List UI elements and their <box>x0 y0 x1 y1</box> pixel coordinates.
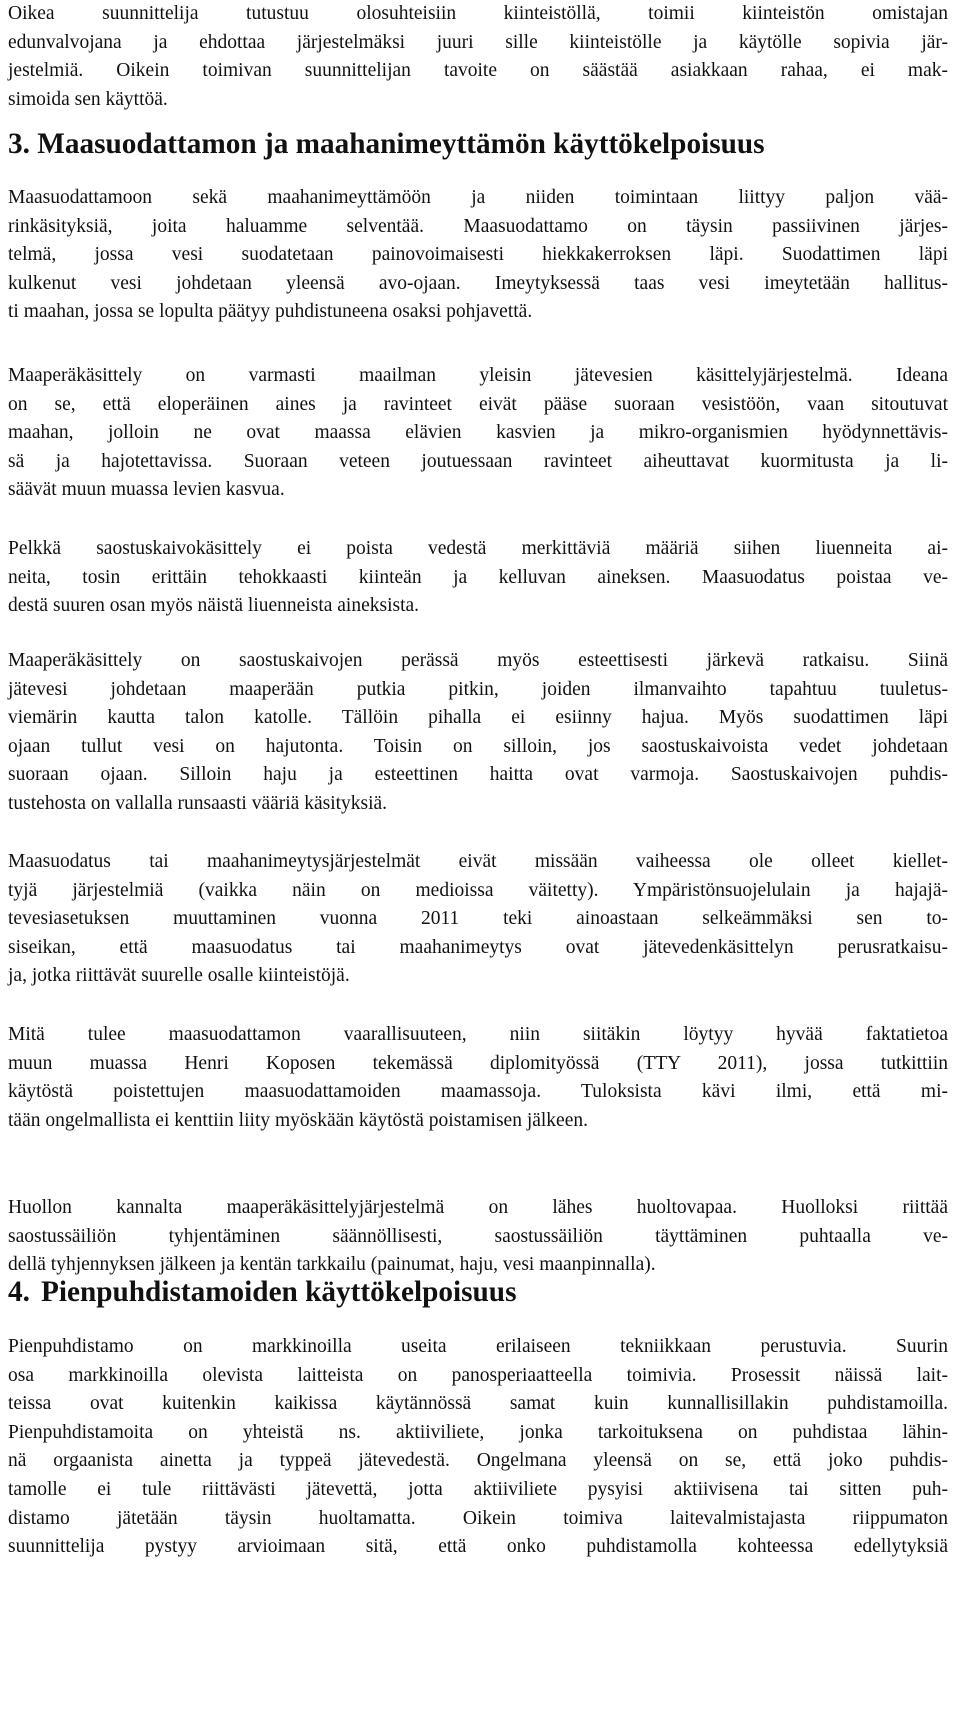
text-line: rinkäsityksiä, joita haluamme selventää. Maasuodattamo on täysin passiivinen järjes- <box>8 215 948 237</box>
section-number: 4. <box>8 1276 30 1308</box>
text-line: teissa ovat kuitenkin kaikissa käytännössä samat kuin kunnallisillakin puhdistamoilla. <box>8 1393 948 1415</box>
text-line: jätevesi johdetaan maaperään putkia pitkin, joiden ilmanvaihto tapahtuu tuuletus- <box>8 678 948 700</box>
body-paragraph <box>8 647 948 819</box>
text-line: sä ja hajotettavissa. Suoraan veteen joutuessaan ravinteet aiheuttavat kuormitusta ja li- <box>8 450 948 472</box>
text-line: Maaperäkäsittely on varmasti maailman yleisin jätevesien käsittelyjärjestelmä. Ideana <box>8 365 948 386</box>
text-line: edunvalvojana ja ehdottaa järjestelmäksi juuri sille kiinteistölle ja käytölle sopivia jär- <box>8 31 948 53</box>
text-line: Mitä tulee maasuodattamon vaarallisuuteen, niin siitäkin löytyy hyvää faktatietoa <box>8 1024 948 1045</box>
text-line: tyjä järjestelmiä (vaikka näin on medioissa väitetty). Ympäristönsuojelulain ja hajajä- <box>8 879 948 901</box>
text-line: kulkenut vesi johdetaan yleensä avo-ojaan. Imeytyksessä taas vesi imeytetään hallitus- <box>8 272 948 294</box>
intro-paragraph <box>8 0 948 114</box>
text-line: Huollon kannalta maaperäkäsittelyjärjestelmä on lähes huoltovapaa. Huolloksi riittää <box>8 1197 948 1218</box>
text-line: tään ongelmallista ei kenttiin liity myöskään käytöstä poistamisen jälkeen. <box>8 1109 588 1131</box>
body-paragraph <box>8 535 948 621</box>
text-line: Pelkkä saostuskaivokäsittely ei poista vedestä merkittäviä määriä siihen liuenneita ai- <box>8 538 948 559</box>
text-line: on se, että eloperäinen aines ja ravinteet eivät pääse suoraan vesistöön, vaan sitoutuvat <box>8 393 948 415</box>
text-line: osa markkinoilla olevista laitteista on panosperiaatteella toimivia. Prosessit näissä lait- <box>8 1364 948 1386</box>
text-line: Maasuodatus tai maahanimeytysjärjestelmät eivät missään vaiheessa ole olleet kiellet- <box>8 851 948 872</box>
text-line: Maaperäkäsittely on saostuskaivojen perässä myös esteettisesti järkevä ratkaisu. Siinä <box>8 650 948 671</box>
body-paragraph <box>8 1021 948 1135</box>
text-line: nä orgaanista ainetta ja typpeä jätevedestä. Ongelmana yleensä on se, että joko puhdis- <box>8 1450 948 1472</box>
text-line: käytöstä poistettujen maasuodattamoiden maamassoja. Tuloksista kävi ilmi, että mi- <box>8 1081 948 1103</box>
body-paragraph <box>8 184 948 327</box>
text-line: suoraan ojaan. Silloin haju ja esteettinen haitta ovat varmoja. Saostuskaivojen puhdis- <box>8 764 948 786</box>
section-title: Maasuodattamon ja maahanimeyttämön käyttökelpoisuus <box>37 128 765 160</box>
text-line: siseikan, että maasuodatus tai maahanimeytys ovat jätevedenkäsittelyn perusratkaisu- <box>8 936 948 958</box>
text-line: ti maahan, jossa se lopulta päätyy puhdistuneena osaksi pohjavettä. <box>8 301 533 323</box>
text-line: maahan, jolloin ne ovat maassa elävien kasvien ja mikro-organismien hyödynnettävis- <box>8 422 948 444</box>
text-line: ojaan tullut vesi on hajutonta. Toisin on silloin, jos saostuskaivoista vedet johdetaan <box>8 735 948 757</box>
section-number: 3. <box>8 128 30 160</box>
text-line: Oikea suunnittelija tutustuu olosuhteisiin kiinteistöllä, toimii kiinteistön omistajan <box>8 3 948 24</box>
text-line: jestelmiä. Oikein toimivan suunnittelijan tavoite on säästää asiakkaan rahaa, ei mak- <box>8 60 948 82</box>
text-line: viemärin kautta talon katolle. Tällöin pihalla ei esiinny hajua. Myös suodattimen läpi <box>8 707 948 729</box>
text-line: säävät muun muassa levien kasvua. <box>8 479 285 501</box>
text-line: tevesiasetuksen muuttaminen vuonna 2011 teki ainoastaan selkeämmäksi sen to- <box>8 908 948 930</box>
body-paragraph <box>8 1194 948 1280</box>
text-line: muun muassa Henri Koposen tekemässä diplomityössä (TTY 2011), jossa tutkittiin <box>8 1052 948 1074</box>
body-paragraph <box>8 1333 948 1562</box>
text-line: simoida sen käyttöä. <box>8 88 168 110</box>
text-line: telmä, jossa vesi suodatetaan painovoimaisesti hiekkakerroksen läpi. Suodattimen läpi <box>8 244 948 266</box>
body-paragraph <box>8 848 948 991</box>
section-title: Pienpuhdistamoiden käyttökelpoisuus <box>41 1276 517 1308</box>
text-line: neita, tosin erittäin tehokkaasti kiinteän ja kelluvan aineksen. Maasuodatus poistaa ve- <box>8 566 948 588</box>
text-line: ja, jotka riittävät suurelle osalle kiinteistöjä. <box>8 965 350 987</box>
text-line: tamolle ei tule riittävästi jätevettä, jotta aktiiviliete pysyisi aktiivisena tai sitten puh- <box>8 1478 948 1500</box>
text-line: tustehosta on vallalla runsaasti vääriä käsityksiä. <box>8 792 388 814</box>
section-4-heading <box>8 1278 516 1307</box>
body-paragraph <box>8 362 948 505</box>
text-line: dellä tyhjennyksen jälkeen ja kentän tarkkailu (painumat, haju, vesi maanpinnalla). <box>8 1254 656 1276</box>
text-line: saostussäiliön tyhjentäminen säännöllisesti, saostussäiliön täyttäminen puhtaalla ve- <box>8 1225 948 1247</box>
text-line: Maasuodattamoon sekä maahanimeyttämöön ja niiden toimintaan liittyy paljon vää- <box>8 187 948 208</box>
text-line: Pienpuhdistamo on markkinoilla useita erilaiseen tekniikkaan perustuvia. Suurin <box>8 1336 948 1357</box>
text-line: Pienpuhdistamoita on yhteistä ns. aktiiviliete, jonka tarkoituksena on puhdistaa lähin- <box>8 1421 948 1443</box>
section-3-heading <box>8 130 765 159</box>
text-line: suunnittelija pystyy arvioimaan sitä, että onko puhdistamolla kohteessa edellytyksiä <box>8 1536 948 1558</box>
text-line: destä suuren osan myös näistä liuenneista aineksista. <box>8 595 420 617</box>
text-line: distamo jätetään täysin huoltamatta. Oikein toimiva laitevalmistajasta riippumaton <box>8 1507 948 1529</box>
